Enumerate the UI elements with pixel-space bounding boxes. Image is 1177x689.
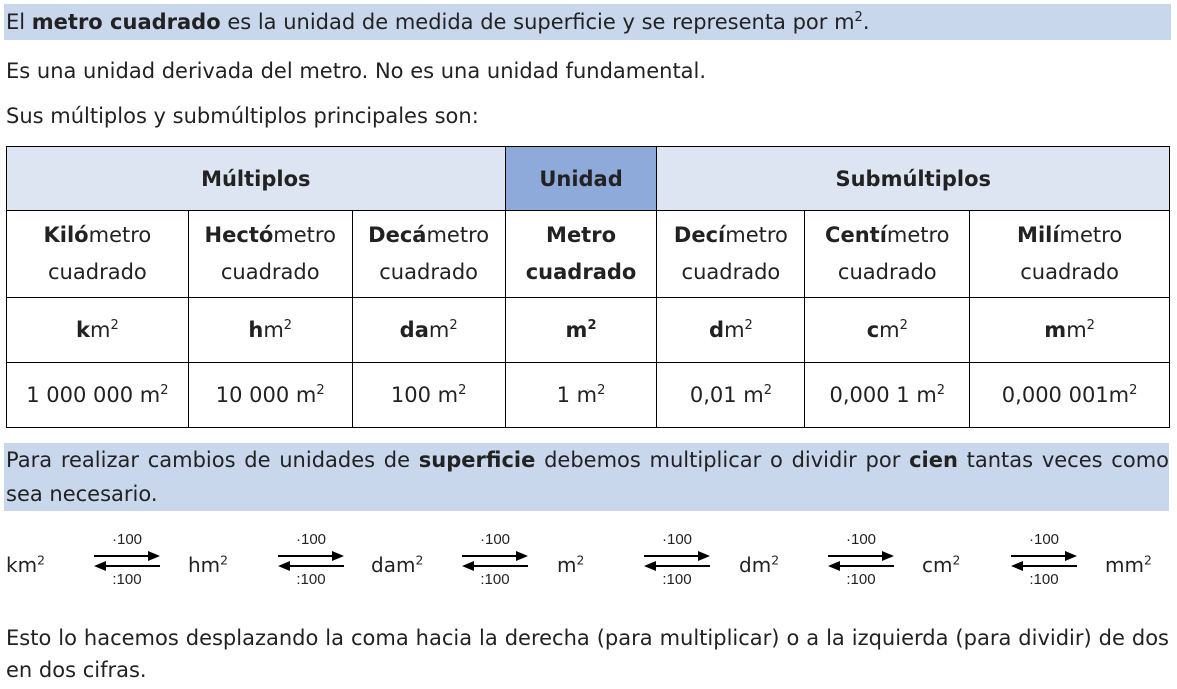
unit-symbol-bold: d [709,318,725,342]
conversion-unit-m [557,553,584,577]
unit-symbol-bold: c [866,318,880,342]
unit-name-line-1 [805,217,969,254]
multiply-label: ·100 [295,531,327,548]
header-submultiplos: Submúltiplos [657,147,1170,211]
double-arrow-icon [92,551,162,571]
unit-symbol-cell [352,298,505,363]
unit-name-prefix: Decá [368,223,427,247]
unit-symbol-cell [970,298,1170,363]
definition-period: . [862,10,870,34]
unit-name-rest: metro [88,223,152,247]
unit-value-cell [352,363,505,428]
unit-name-line-2: cuadrado [681,260,781,284]
double-arrow-icon [1009,551,1079,571]
multiply-label: ·100 [111,531,143,548]
multiply-label: ·100 [661,531,693,548]
unit-value: 0,01 m [689,383,764,407]
conversion-unit-hm [188,553,228,577]
double-arrow-icon [642,551,712,571]
unit-name-cell [970,211,1170,298]
unit-symbol-rest: m [263,318,284,342]
unit-symbol-bold: da [399,318,429,342]
unit-name-line-1 [7,217,188,254]
conversion-rule-paragraph [4,443,1169,511]
unit-symbol-rest: m [1066,318,1087,342]
unit-symbol-bold: m [565,318,588,342]
unit-symbol-cell [7,298,189,363]
unit-name-line-2: cuadrado [220,260,320,284]
unit-name-line-2: cuadrado [379,260,479,284]
units-table [6,146,1170,428]
unit-name-cell [7,211,189,298]
unit-values-row [7,363,1170,428]
conversion-unit-symbol: m [557,553,577,577]
rule-bold-cien: cien [909,448,958,472]
conversion-arrows [276,531,346,595]
unit-symbol-rest: m [879,318,900,342]
unit-name-prefix: Centí [825,223,887,247]
conversion-unit-symbol: dam [371,553,416,577]
unit-symbol-cell [657,298,805,363]
conversion-arrows [642,531,712,595]
unit-symbol-bold: m [1044,318,1067,342]
unit-name-line-1 [970,217,1169,254]
unit-name-rest: metro [725,223,788,247]
unit-name-line-2: cuadrado [1020,260,1119,284]
unit-name-prefix: Metro [546,223,617,247]
unit-name-prefix: Decí [673,223,726,247]
definition-line [4,4,1171,40]
unit-value: 10 000 m [215,383,317,407]
rule-bold-superficie: superficie [418,448,536,472]
conversion-unit-symbol: dm [739,553,772,577]
unit-symbol-cell [188,298,352,363]
unit-name-line-2: cuadrado [525,260,637,284]
multiply-label: ·100 [479,531,511,548]
conversion-unit-exponent: 2 [771,552,780,568]
unit-value-exponent: 2 [763,383,772,399]
double-arrow-icon [826,551,896,571]
header-unidad: Unidad [505,147,657,211]
unit-value-cell [7,363,189,428]
unit-symbol-cell [805,298,970,363]
unit-name-rest: metro [1059,223,1123,247]
conversion-unit-symbol: hm [188,553,221,577]
divide-label: :100 [662,571,692,588]
unit-value-exponent: 2 [316,383,325,399]
unit-name-rest: metro [886,223,950,247]
double-arrow-icon [276,551,346,571]
unit-name-rest: metro [426,223,490,247]
unit-name-prefix: Kiló [43,223,89,247]
unit-value-exponent: 2 [458,383,467,399]
conversion-unit-symbol: cm [922,553,953,577]
unit-name-cell [352,211,505,298]
conversion-unit-exponent: 2 [37,552,45,568]
comma-shift-paragraph: Esto lo hacemos desplazando la coma hacia la derecha (para multiplicar) o a la izquierda (para dividir) de dos en dos cifras. [6,626,1169,682]
unit-symbol-bold: h [248,318,264,342]
definition-bold-term: metro cuadrado [31,10,221,34]
unit-name-line-2: cuadrado [48,260,147,284]
unit-name-line-1 [506,217,657,254]
unit-symbols-row [7,298,1170,363]
conversion-unit-exponent: 2 [415,552,424,568]
conversion-unit-exponent: 2 [220,552,229,568]
definition-exponent: 2 [854,10,863,26]
unit-symbol-rest: m [724,318,745,342]
conversion-diagram [0,531,1177,605]
divide-label: :100 [112,571,142,588]
unit-symbol-rest: m [428,318,450,342]
conversion-arrows [460,531,530,595]
divide-label: :100 [1029,571,1059,588]
unit-name-cell [657,211,805,298]
conversion-unit-cm [922,553,960,577]
unit-value-cell [657,363,805,428]
double-arrow-icon [460,551,530,571]
divide-label: :100 [846,571,876,588]
unit-value-exponent: 2 [936,383,946,399]
conversion-arrows [92,531,162,595]
conversion-unit-km [6,553,45,577]
unit-symbol-exponent: 2 [899,318,908,334]
unit-names-row [7,211,1170,298]
table-header-row [7,147,1170,211]
unit-name-prefix: Milí [1017,223,1060,247]
unit-name-line-1 [189,217,352,254]
conversion-arrows [826,531,896,595]
unit-value-cell [970,363,1170,428]
definition-text-start: El [6,10,32,34]
rule-text-c: debemos multiplicar o dividir por [535,448,910,472]
unit-symbol-exponent: 2 [744,318,753,334]
unit-value-exponent: 2 [160,383,169,399]
divide-label: :100 [480,571,510,588]
header-multiplos: Múltiplos [7,147,506,211]
unit-value-cell [505,363,657,428]
unit-name-line-1 [657,217,804,254]
unit-symbol-exponent: 2 [449,318,458,334]
unit-value-exponent: 2 [1129,383,1138,399]
derived-unit-line: Es una unidad derivada del metro. No es una unidad fundamental. [6,59,707,83]
unit-value: 100 m [390,383,459,407]
unit-symbol-exponent: 2 [110,318,119,334]
unit-symbol-cell [505,298,657,363]
conversion-unit-mm [1105,553,1152,577]
unit-value-exponent: 2 [597,383,606,399]
unit-value: 1 m [556,383,598,407]
conversion-unit-symbol: mm [1105,553,1144,577]
unit-name-prefix: Hectó [204,223,274,247]
rule-text-e: tantas veces como sea necesario. [6,448,1170,506]
multiply-label: ·100 [1028,531,1060,548]
unit-symbol-exponent: 2 [1086,318,1095,334]
conversion-unit-dm [739,553,779,577]
unit-name-cell [188,211,352,298]
unit-value-cell [188,363,352,428]
unit-symbol-exponent: 2 [587,318,597,334]
conversion-arrows [1009,531,1079,595]
unit-symbol-exponent: 2 [283,318,293,334]
conversion-unit-dam [371,553,423,577]
rule-text-a: Para realizar cambios de unidades de [6,448,419,472]
definition-text-end: es la unidad de medida de superficie y se representa por m [220,10,855,34]
unit-value-cell [805,363,970,428]
unit-name-line-1 [353,217,505,254]
unit-name-cell [505,211,657,298]
unit-value: 0,000 001m [1001,383,1130,407]
conversion-unit-exponent: 2 [1143,552,1152,568]
conversion-unit-exponent: 2 [952,552,961,568]
unit-symbol-bold: k [76,318,90,342]
multiples-intro-line: Sus múltiplos y submúltiplos principales son: [6,104,479,128]
conversion-unit-symbol: km [6,553,38,577]
unit-name-rest: metro [273,223,336,247]
unit-value: 0,000 1 m [829,383,937,407]
multiply-label: ·100 [845,531,877,548]
unit-name-line-2: cuadrado [837,260,937,284]
unit-symbol-rest: m [90,318,111,342]
unit-value: 1 000 000 m [26,383,161,407]
conversion-unit-exponent: 2 [576,552,585,568]
unit-name-cell [805,211,970,298]
divide-label: :100 [296,571,326,588]
